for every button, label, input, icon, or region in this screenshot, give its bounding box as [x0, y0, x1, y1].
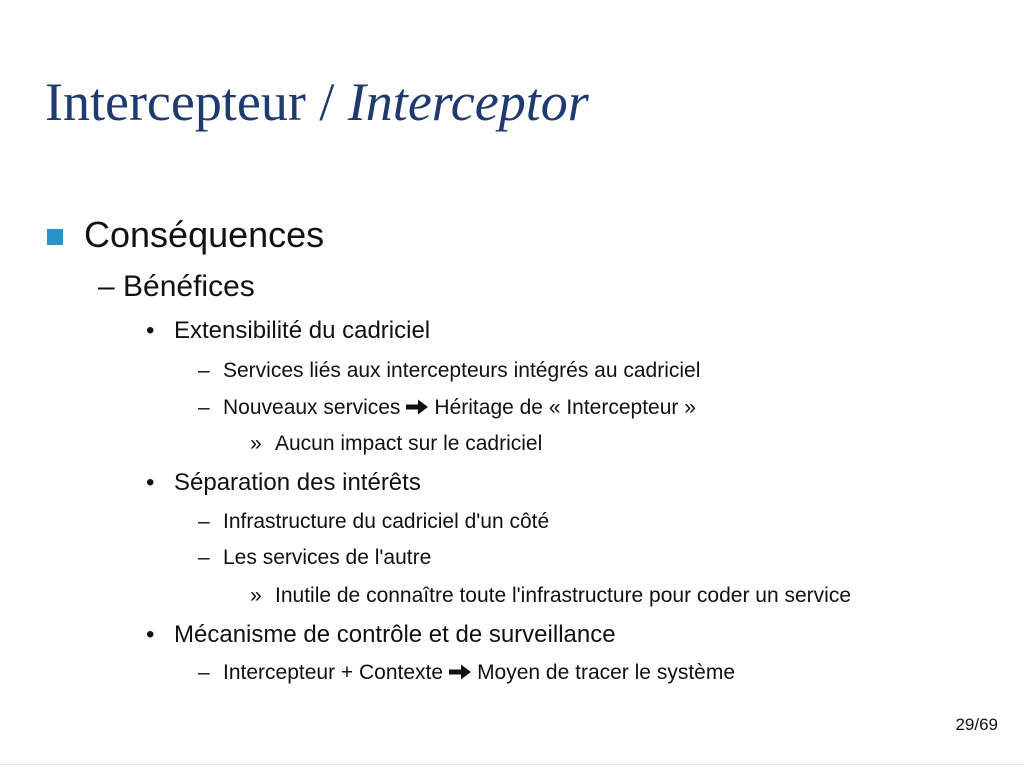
intercepteur-contexte-label: Intercepteur + Contexte [223, 661, 444, 684]
right-arrow-icon [447, 663, 473, 681]
dash-marker: – [198, 396, 210, 419]
item-separation [146, 468, 421, 498]
item-intercepteur-contexte [198, 660, 735, 686]
item-aucun-impact [250, 431, 542, 457]
guillemet-marker: » [250, 432, 262, 455]
slide-title [45, 70, 589, 134]
title-part1: Intercepteur / [45, 72, 335, 132]
page-number: 29/69 [955, 715, 998, 734]
bullet-marker: • [146, 317, 155, 344]
services-lies-label: Services liés aux intercepteurs intégrés au cadriciel [223, 359, 701, 382]
consequences-label: Conséquences [84, 214, 325, 255]
dash-marker: – [98, 270, 115, 303]
heritage-label: Héritage de « Intercepteur » [434, 396, 696, 419]
right-arrow-icon [404, 398, 430, 416]
dash-marker: – [198, 510, 210, 533]
item-services-lies [198, 358, 700, 384]
les-services-label: Les services de l'autre [223, 546, 432, 569]
benefices-label: Bénéfices [123, 270, 255, 303]
guillemet-marker: » [250, 584, 262, 607]
item-benefices [98, 268, 255, 306]
item-infrastructure [198, 509, 549, 535]
item-inutile [250, 583, 851, 609]
item-consequences [84, 213, 324, 257]
item-nouveaux-services [198, 395, 696, 421]
bottom-divider [0, 764, 1024, 765]
item-les-services [198, 545, 431, 571]
mecanisme-label: Mécanisme de contrôle et de surveillance [174, 621, 616, 648]
inutile-label: Inutile de connaître toute l'infrastructure pour coder un service [275, 584, 851, 607]
item-extensibilite [146, 316, 430, 346]
dash-marker: – [198, 661, 210, 684]
separation-label: Séparation des intérêts [174, 469, 421, 496]
nouveaux-services-label: Nouveaux services [223, 396, 401, 419]
title-part2: Interceptor [347, 72, 589, 132]
extensibilite-label: Extensibilité du cadriciel [174, 317, 431, 344]
aucun-impact-label: Aucun impact sur le cadriciel [275, 432, 543, 455]
bullet-marker: • [146, 469, 155, 496]
dash-marker: – [198, 546, 210, 569]
dash-marker: – [198, 359, 210, 382]
square-bullet-icon [47, 229, 63, 245]
item-mecanisme [146, 620, 616, 650]
bullet-marker: • [146, 621, 155, 648]
moyen-tracer-label: Moyen de tracer le système [477, 661, 735, 684]
infrastructure-label: Infrastructure du cadriciel d'un côté [223, 510, 550, 533]
